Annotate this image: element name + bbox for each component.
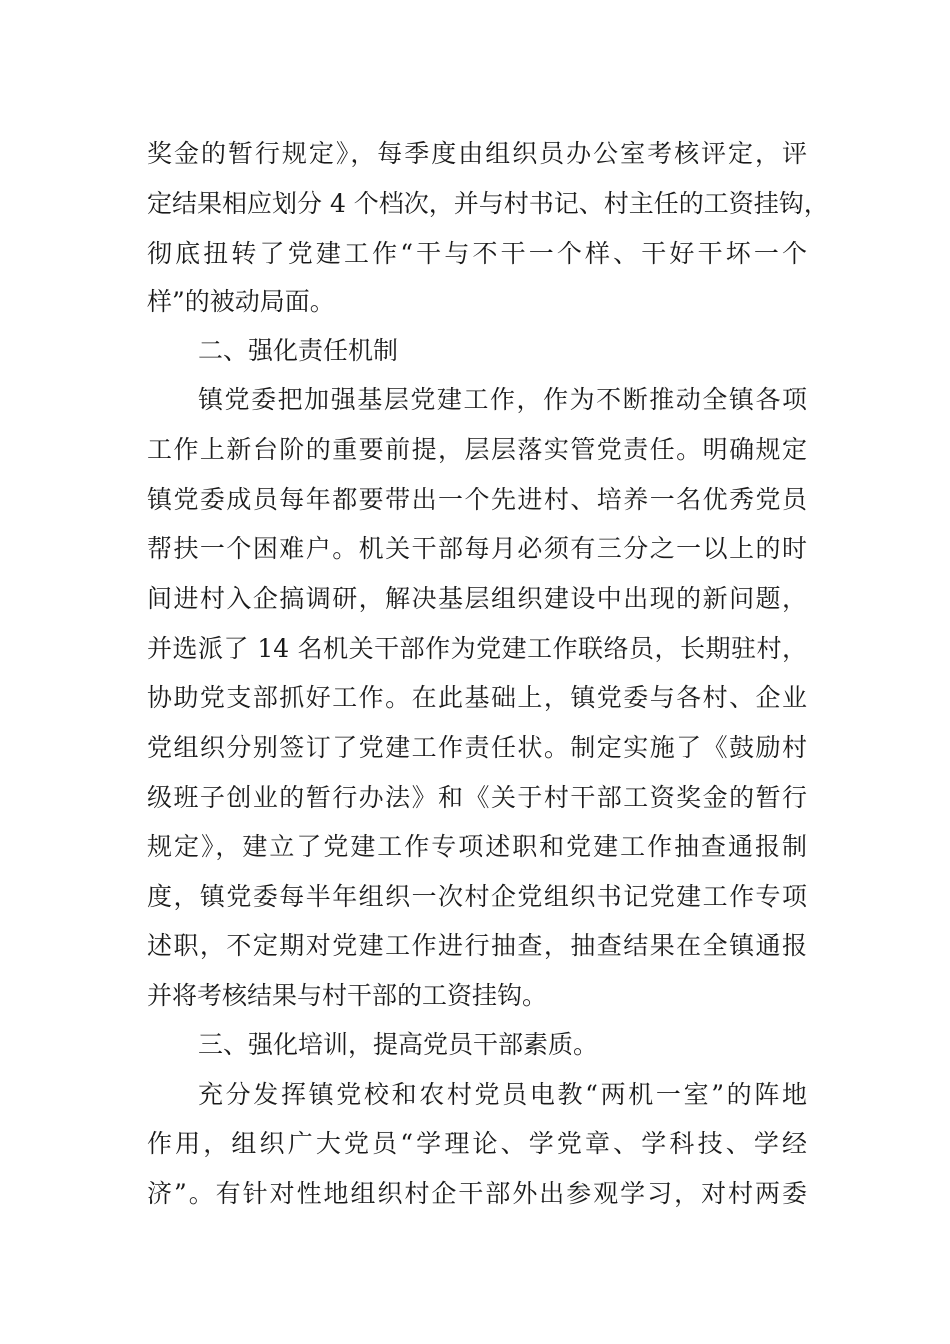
text-line: 济”。有针对性地组织村企干部外出参观学习，对村两委 xyxy=(147,1179,807,1208)
text-line: 度，镇党委每半年组织一次村企党组织书记党建工作专项 xyxy=(147,882,807,911)
text-line: 述职，不定期对党建工作进行抽查，抽查结果在全镇通报 xyxy=(147,931,807,960)
text-line: 协助党支部抓好工作。在此基础上，镇党委与各村、企业 xyxy=(147,683,807,712)
text-line: 镇党委把加强基层党建工作，作为不断推动全镇各项 xyxy=(198,385,807,414)
text-line: 彻底扭转了党建工作“干与不干一个样、干好干坏一个 xyxy=(147,239,807,268)
text-line: 奖金的暂行规定》，每季度由组织员办公室考核评定，评 xyxy=(147,139,807,168)
text-line: 并将考核结果与村干部的工资挂钩。 xyxy=(147,981,548,1010)
text-line: 作用，组织广大党员“学理论、学党章、学科技、学经 xyxy=(147,1129,807,1158)
text-line: 镇党委成员每年都要带出一个先进村、培养一名优秀党员 xyxy=(147,485,807,514)
text-line: 样”的被动局面。 xyxy=(147,287,335,316)
text-line: 并选派了 14 名机关干部作为党建工作联络员，长期驻村， xyxy=(147,634,807,663)
text-line: 定结果相应划分 4 个档次，并与村书记、村主任的工资挂钩， xyxy=(147,189,829,218)
text-line: 级班子创业的暂行办法》和《关于村干部工资奖金的暂行 xyxy=(147,783,807,812)
text-line: 间进村入企搞调研，解决基层组织建设中出现的新问题， xyxy=(147,584,807,613)
text-line: 规定》，建立了党建工作专项述职和党建工作抽查通报制 xyxy=(147,832,807,861)
text-line: 工作上新台阶的重要前提，层层落实管党责任。明确规定 xyxy=(147,435,807,464)
text-line: 充分发挥镇党校和农村党员电教“两机一室”的阵地 xyxy=(198,1080,807,1109)
section-heading: 三、强化培训，提高党员干部素质。 xyxy=(198,1030,599,1059)
text-line: 帮扶一个困难户。机关干部每月必须有三分之一以上的时 xyxy=(147,534,807,563)
section-heading: 二、强化责任机制 xyxy=(198,336,399,365)
text-line: 党组织分别签订了党建工作责任状。制定实施了《鼓励村 xyxy=(147,733,807,762)
